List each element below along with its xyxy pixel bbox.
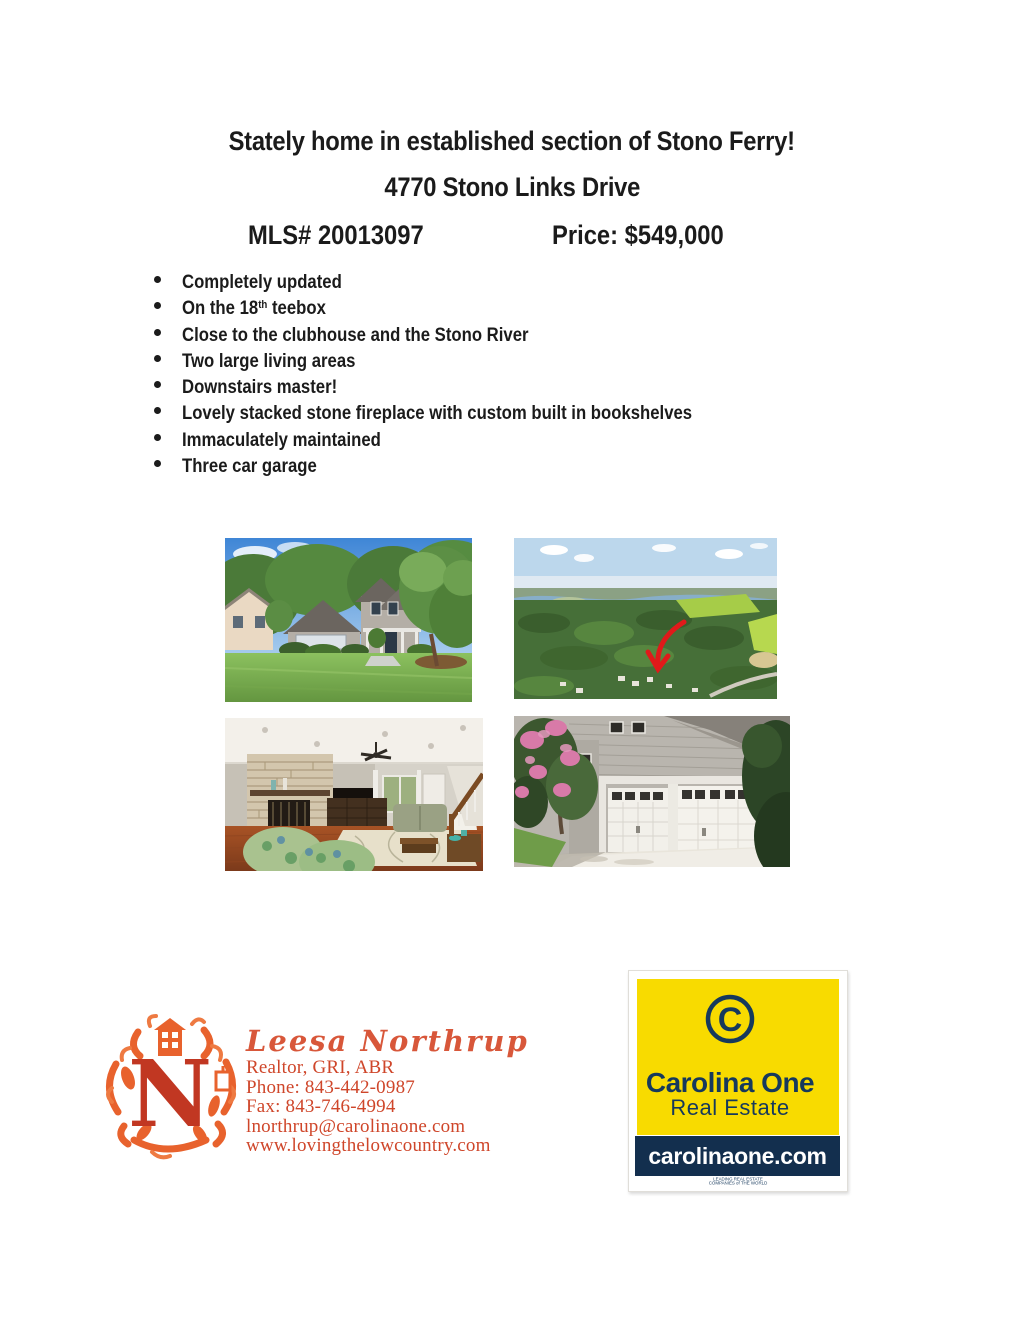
agent-title: Realtor, GRI, ABR <box>246 1057 395 1078</box>
sign-website: carolinaone.com <box>648 1142 827 1169</box>
svg-text:C: C <box>717 1001 743 1039</box>
feature-item: On the 18th teebox <box>182 292 762 318</box>
price-label: Price: $549,000 <box>552 220 724 250</box>
photo-house-front <box>225 538 472 702</box>
svg-text:N: N <box>127 1040 213 1148</box>
feature-item: Completely updated <box>182 266 762 292</box>
photo-garage <box>514 716 790 867</box>
mls-number: MLS# 20013097 <box>248 220 424 250</box>
feature-item: Downstairs master! <box>182 371 762 397</box>
photo-living-room <box>225 718 483 871</box>
page-title: Stately home in established section of Stono Ferry! <box>228 126 796 156</box>
agent-fax: Fax: 843-746-4994 <box>246 1096 396 1117</box>
property-address: 4770 Stono Links Drive <box>384 172 640 202</box>
agent-website: www.lovingthelowcountry.com <box>246 1135 491 1156</box>
mls-price-row <box>0 220 1024 250</box>
agent-monogram-logo <box>100 1014 242 1162</box>
feature-item: Three car garage <box>182 450 762 476</box>
carolina-one-sign <box>628 970 848 1192</box>
sign-website-bar <box>635 1136 840 1176</box>
agent-phone: Phone: 843-442-0987 <box>246 1076 415 1098</box>
sign-division: Real Estate <box>670 1095 790 1120</box>
feature-item: Close to the clubhouse and the Stono River <box>182 319 762 345</box>
house-front-image <box>225 538 472 702</box>
carolina-one-c-icon <box>704 993 756 1045</box>
garage-image <box>514 716 790 867</box>
sign-affiliate-text: LEADING REAL ESTATE COMPANIES of THE WORLD <box>708 1176 768 1186</box>
agent-name: Leesa Northrup <box>246 1024 529 1058</box>
feature-item: Lovely stacked stone fireplace with custom built in bookshelves <box>182 397 762 423</box>
agent-email: lnorthrup@carolinaone.com <box>246 1115 466 1137</box>
feature-item: Two large living areas <box>182 345 762 371</box>
photo-aerial-view <box>514 538 777 699</box>
feature-list <box>182 266 762 476</box>
agent-contact-block <box>246 1024 529 1156</box>
aerial-image <box>514 538 777 699</box>
feature-item: Immaculately maintained <box>182 424 762 450</box>
sign-company-name: Carolina One <box>645 1067 815 1098</box>
living-room-image <box>225 718 483 871</box>
